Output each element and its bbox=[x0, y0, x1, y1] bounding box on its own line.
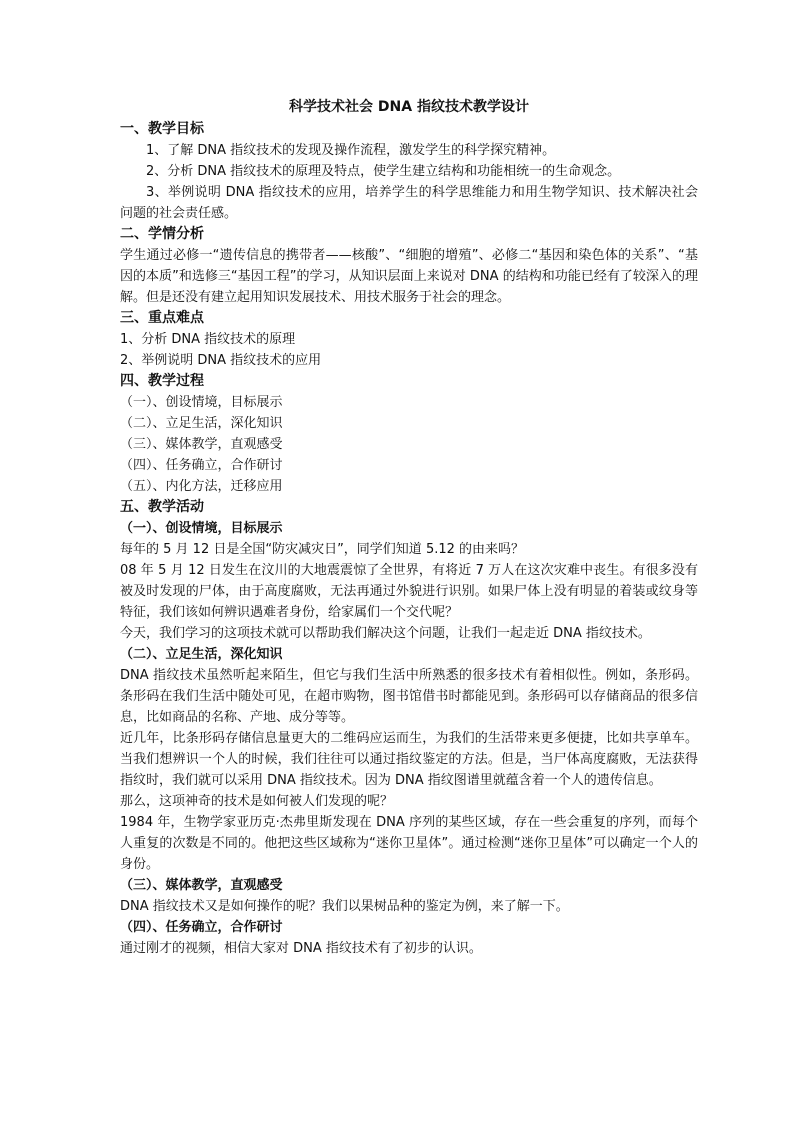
section-heading-analysis: 二、学情分析 bbox=[120, 226, 204, 242]
document-title: 科学技术社会 DNA 指纹技术教学设计 bbox=[289, 99, 529, 115]
subsection-heading: （四）、任务确立，合作研讨 bbox=[120, 920, 283, 935]
key-point-item: 2、举例说明 DNA 指纹技术的应用 bbox=[120, 353, 322, 368]
paragraph: 每年的 5 月 12 日是全国“防灾减灾日”，同学们知道 5.12 的由来吗？ bbox=[120, 542, 525, 557]
section-heading-key-points: 三、重点难点 bbox=[120, 310, 204, 326]
subsection-heading: （一）、创设情境，目标展示 bbox=[120, 521, 283, 536]
paragraph: DNA 指纹技术虽然听起来陌生，但它与我们生活中所熟悉的很多技术有着相似性。例如，条形码。条形码在我们生活中随处可见，在超市购物，图书馆借书时都能见到。条形码可以存储商品的很多信息，比如商品的名称、产地、成分等等。 bbox=[120, 668, 698, 725]
paragraph: DNA 指纹技术又是如何操作的呢？我们以果树品种的鉴定为例，来了解一下。 bbox=[120, 899, 569, 914]
objective-item: 2、分析 DNA 指纹技术的原理及特点，使学生建立结构和功能相统一的生命观念。 bbox=[146, 164, 621, 179]
objective-item: 1、了解 DNA 指纹技术的发现及操作流程，激发学生的科学探究精神。 bbox=[146, 143, 556, 158]
paragraph: 那么，这项神奇的技术是如何被人们发现的呢？ bbox=[120, 794, 394, 809]
paragraph: 今天，我们学习的这项技术就可以帮助我们解决这个问题，让我们一起走近 DNA 指纹技术。 bbox=[120, 626, 651, 641]
process-item: （五）、内化方法，迁移应用 bbox=[120, 479, 283, 494]
analysis-paragraph: 学生通过必修一“遗传信息的携带者——核酸”、“细胞的增殖”、必修二“基因和染色体的关系”、“基因的本质”和选修三“基因工程”的学习，从知识层面上来说对 DNA 的结构和功能已经有了较深入的理解。但是还没有建立起用知识发展技术、用技术服务于社会的理念。 bbox=[120, 248, 698, 305]
process-item: （三）、媒体教学，直观感受 bbox=[120, 437, 283, 452]
process-item: （四）、任务确立，合作研讨 bbox=[120, 458, 283, 473]
section-heading-objectives: 一、教学目标 bbox=[120, 121, 204, 137]
process-item: （一）、创设情境，目标展示 bbox=[120, 395, 283, 410]
paragraph: 通过刚才的视频，相信大家对 DNA 指纹技术有了初步的认识。 bbox=[120, 941, 482, 956]
key-point-item: 1、分析 DNA 指纹技术的原理 bbox=[120, 332, 296, 347]
process-item: （二）、立足生活，深化知识 bbox=[120, 416, 283, 431]
paragraph: 近几年，比条形码存储信息量更大的二维码应运而生，为我们的生活带来更多便捷，比如共享单车。当我们想辨识一个人的时候，我们往往可以通过指纹鉴定的方法。但是，当尸体高度腐败，无法获得指纹时，我们就可以采用 DNA 指纹技术。因为 DNA 指纹图谱里就蕴含着一个人的遗传信息。 bbox=[120, 731, 698, 788]
objective-item: 3、举例说明 DNA 指纹技术的应用，培养学生的科学思维能力和用生物学知识、技术解决社会问题的社会责任感。 bbox=[120, 185, 698, 221]
section-heading-activities: 五、教学活动 bbox=[120, 499, 204, 515]
subsection-heading: （二）、立足生活，深化知识 bbox=[120, 647, 283, 662]
paragraph: 1984 年，生物学家亚历克·杰弗里斯发现在 DNA 序列的某些区域，存在一些会重复的序列，而每个人重复的次数是不同的。他把这些区域称为“迷你卫星体”。通过检测“迷你卫星体”可以确定一个人的身份。 bbox=[120, 815, 698, 872]
paragraph: 08 年 5 月 12 日发生在汶川的大地震震惊了全世界，有将近 7 万人在这次灾难中丧生。有很多没有被及时发现的尸体，由于高度腐败，无法再通过外貌进行识别。如果尸体上没有明显的着装或纹身等特征，我们该如何辨识遇难者身份，给家属们一个交代呢？ bbox=[120, 563, 698, 620]
section-heading-process: 四、教学过程 bbox=[120, 373, 204, 389]
subsection-heading: （三）、媒体教学，直观感受 bbox=[120, 878, 283, 893]
